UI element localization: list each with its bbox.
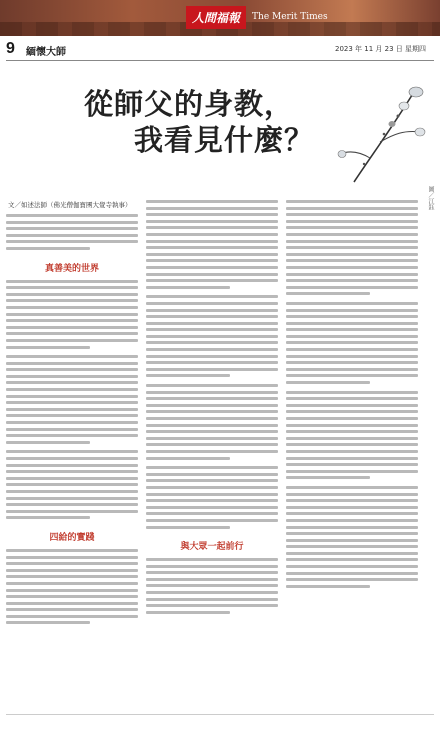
text-line xyxy=(146,558,278,561)
text-line xyxy=(286,443,418,446)
text-line xyxy=(146,437,278,440)
text-line xyxy=(286,424,418,427)
text-line xyxy=(6,569,138,572)
text-line xyxy=(146,410,278,413)
article-byline: 文／如述法師（佛光僧伽寶團大覺寺執事） xyxy=(8,201,132,209)
text-line xyxy=(286,213,418,216)
text-line xyxy=(146,450,278,453)
text-line xyxy=(286,565,418,568)
text-line xyxy=(146,328,278,331)
text-line xyxy=(6,247,90,250)
text-line xyxy=(286,545,418,548)
text-line xyxy=(6,483,138,486)
text-line xyxy=(146,279,278,282)
text-line xyxy=(146,611,230,614)
article-subhead: 真善美的世界 xyxy=(44,263,99,274)
text-line xyxy=(6,470,138,473)
text-line xyxy=(286,526,418,529)
article-column-2 xyxy=(146,200,278,708)
text-line xyxy=(286,322,418,325)
text-line xyxy=(146,486,278,489)
issue-date: 2023 年 11 月 23 日 星期四 xyxy=(335,45,426,53)
text-line xyxy=(6,227,138,230)
text-line xyxy=(6,421,138,424)
text-line xyxy=(146,315,278,318)
article-title-line-1: 從師父的身教， xyxy=(84,87,295,121)
text-line xyxy=(286,457,418,460)
page-number: 9 xyxy=(6,40,15,57)
text-line xyxy=(146,473,278,476)
text-line xyxy=(6,332,138,335)
text-line xyxy=(286,328,418,331)
text-line xyxy=(6,221,138,224)
text-line xyxy=(146,584,278,587)
text-line xyxy=(146,604,278,607)
text-line xyxy=(6,306,138,309)
text-line xyxy=(146,240,278,243)
text-line xyxy=(6,346,90,349)
text-line xyxy=(286,200,418,203)
logo-chinese: 人間福報 xyxy=(186,6,246,29)
photo-credit: 圖／江鈺 xyxy=(427,186,434,210)
text-line xyxy=(286,368,418,371)
text-line xyxy=(286,397,418,400)
text-line xyxy=(6,408,138,411)
text-line xyxy=(6,293,138,296)
text-line xyxy=(6,615,138,618)
text-line xyxy=(6,562,138,565)
text-line xyxy=(146,397,278,400)
text-line xyxy=(146,309,278,312)
article-column-3 xyxy=(286,200,418,708)
text-line xyxy=(146,565,278,568)
text-line xyxy=(146,368,278,371)
text-line xyxy=(146,286,230,289)
text-line xyxy=(6,299,138,302)
text-line xyxy=(146,273,278,276)
text-line xyxy=(286,519,418,522)
text-line xyxy=(146,361,278,364)
text-line xyxy=(286,381,370,384)
text-line xyxy=(286,253,418,256)
text-line xyxy=(6,434,138,437)
section-name: 緬懷大師 xyxy=(26,47,66,58)
text-line xyxy=(6,457,138,460)
text-line xyxy=(286,417,418,420)
text-line xyxy=(286,361,418,364)
masthead-banner xyxy=(0,0,440,36)
title-area xyxy=(0,64,440,200)
text-line xyxy=(6,339,138,342)
text-line xyxy=(6,575,138,578)
text-line xyxy=(6,368,138,371)
page-header xyxy=(0,40,440,58)
text-line xyxy=(6,549,138,552)
text-line xyxy=(6,280,138,283)
text-line xyxy=(146,598,278,601)
text-line xyxy=(146,391,278,394)
text-line xyxy=(146,519,278,522)
text-line xyxy=(6,516,90,519)
text-line xyxy=(6,608,138,611)
text-line xyxy=(286,506,418,509)
text-line xyxy=(6,313,138,316)
text-line xyxy=(286,309,418,312)
footer-divider xyxy=(6,714,434,715)
article-column-1 xyxy=(6,200,138,708)
text-line xyxy=(286,558,418,561)
text-line xyxy=(286,585,370,588)
text-line xyxy=(6,510,138,513)
text-line xyxy=(6,428,138,431)
text-line xyxy=(286,259,418,262)
text-line xyxy=(6,595,138,598)
text-line xyxy=(146,384,278,387)
text-line xyxy=(6,240,138,243)
text-line xyxy=(6,464,138,467)
text-line xyxy=(6,234,138,237)
text-line xyxy=(286,450,418,453)
text-line xyxy=(6,490,138,493)
text-line xyxy=(146,207,278,210)
text-line xyxy=(286,437,418,440)
text-line xyxy=(146,499,278,502)
text-line xyxy=(6,621,90,624)
text-line xyxy=(6,582,138,585)
text-line xyxy=(6,395,138,398)
text-line xyxy=(146,266,278,269)
text-line xyxy=(146,220,278,223)
text-line xyxy=(146,295,278,298)
text-line xyxy=(6,286,138,289)
text-line xyxy=(286,499,418,502)
text-line xyxy=(286,404,418,407)
text-line xyxy=(6,497,138,500)
text-line xyxy=(286,302,418,305)
text-line xyxy=(146,322,278,325)
masthead-logo[interactable] xyxy=(186,6,328,28)
text-line xyxy=(6,375,138,378)
text-line xyxy=(6,556,138,559)
text-line xyxy=(146,512,278,515)
text-line xyxy=(146,355,278,358)
text-line xyxy=(146,417,278,420)
article-title-line-2: 我看見什麼？ xyxy=(134,123,315,158)
text-line xyxy=(6,589,138,592)
text-line xyxy=(286,470,418,473)
text-line xyxy=(146,591,278,594)
text-line xyxy=(146,335,278,338)
text-line xyxy=(286,391,418,394)
text-line xyxy=(146,404,278,407)
text-line xyxy=(6,503,138,506)
text-line xyxy=(286,374,418,377)
text-line xyxy=(6,381,138,384)
text-line xyxy=(146,430,278,433)
header-divider xyxy=(6,60,434,61)
text-line xyxy=(146,302,278,305)
text-line xyxy=(146,348,278,351)
text-line xyxy=(6,401,138,404)
text-line xyxy=(286,572,418,575)
text-line xyxy=(146,479,278,482)
ink-flower-illustration xyxy=(334,72,426,190)
text-line xyxy=(146,571,278,574)
text-line xyxy=(286,486,418,489)
text-line xyxy=(286,430,418,433)
text-line xyxy=(6,388,138,391)
text-line xyxy=(286,348,418,351)
text-line xyxy=(6,319,138,322)
text-line xyxy=(6,362,138,365)
text-line xyxy=(286,355,418,358)
text-line xyxy=(146,526,230,529)
text-line xyxy=(286,341,418,344)
text-line xyxy=(286,493,418,496)
text-line xyxy=(6,414,138,417)
text-line xyxy=(6,602,138,605)
text-line xyxy=(146,341,278,344)
logo-english: The Merit Times xyxy=(252,12,328,22)
text-line xyxy=(6,214,138,217)
article-subhead: 與大眾一起前行 xyxy=(180,542,244,553)
text-line xyxy=(286,273,418,276)
text-line xyxy=(146,424,278,427)
text-line xyxy=(286,532,418,535)
text-line xyxy=(146,493,278,496)
text-line xyxy=(146,506,278,509)
text-line xyxy=(286,539,418,542)
text-line xyxy=(6,326,138,329)
text-line xyxy=(146,466,278,469)
text-line xyxy=(146,200,278,203)
text-line xyxy=(286,578,418,581)
text-line xyxy=(286,226,418,229)
text-line xyxy=(146,578,278,581)
text-line xyxy=(146,246,278,249)
text-line xyxy=(146,443,278,446)
text-line xyxy=(286,463,418,466)
text-line xyxy=(286,286,418,289)
article-title xyxy=(84,86,314,159)
text-line xyxy=(286,266,418,269)
text-line xyxy=(286,207,418,210)
article-subhead: 四給的實踐 xyxy=(49,532,95,543)
text-line xyxy=(146,374,230,377)
text-line xyxy=(6,477,138,480)
text-line xyxy=(286,246,418,249)
text-line xyxy=(6,355,138,358)
text-line xyxy=(286,233,418,236)
text-line xyxy=(286,552,418,555)
text-line xyxy=(146,259,278,262)
text-line xyxy=(286,315,418,318)
text-line xyxy=(286,410,418,413)
text-line xyxy=(286,512,418,515)
text-line xyxy=(286,292,370,295)
text-line xyxy=(286,240,418,243)
text-line xyxy=(146,226,278,229)
text-line xyxy=(286,476,370,479)
text-line xyxy=(146,233,278,236)
text-line xyxy=(286,279,418,282)
text-line xyxy=(146,457,230,460)
text-line xyxy=(146,213,278,216)
article-body xyxy=(6,200,418,708)
text-line xyxy=(6,450,138,453)
text-line xyxy=(286,220,418,223)
text-line xyxy=(6,441,90,444)
text-line xyxy=(286,335,418,338)
text-line xyxy=(146,253,278,256)
